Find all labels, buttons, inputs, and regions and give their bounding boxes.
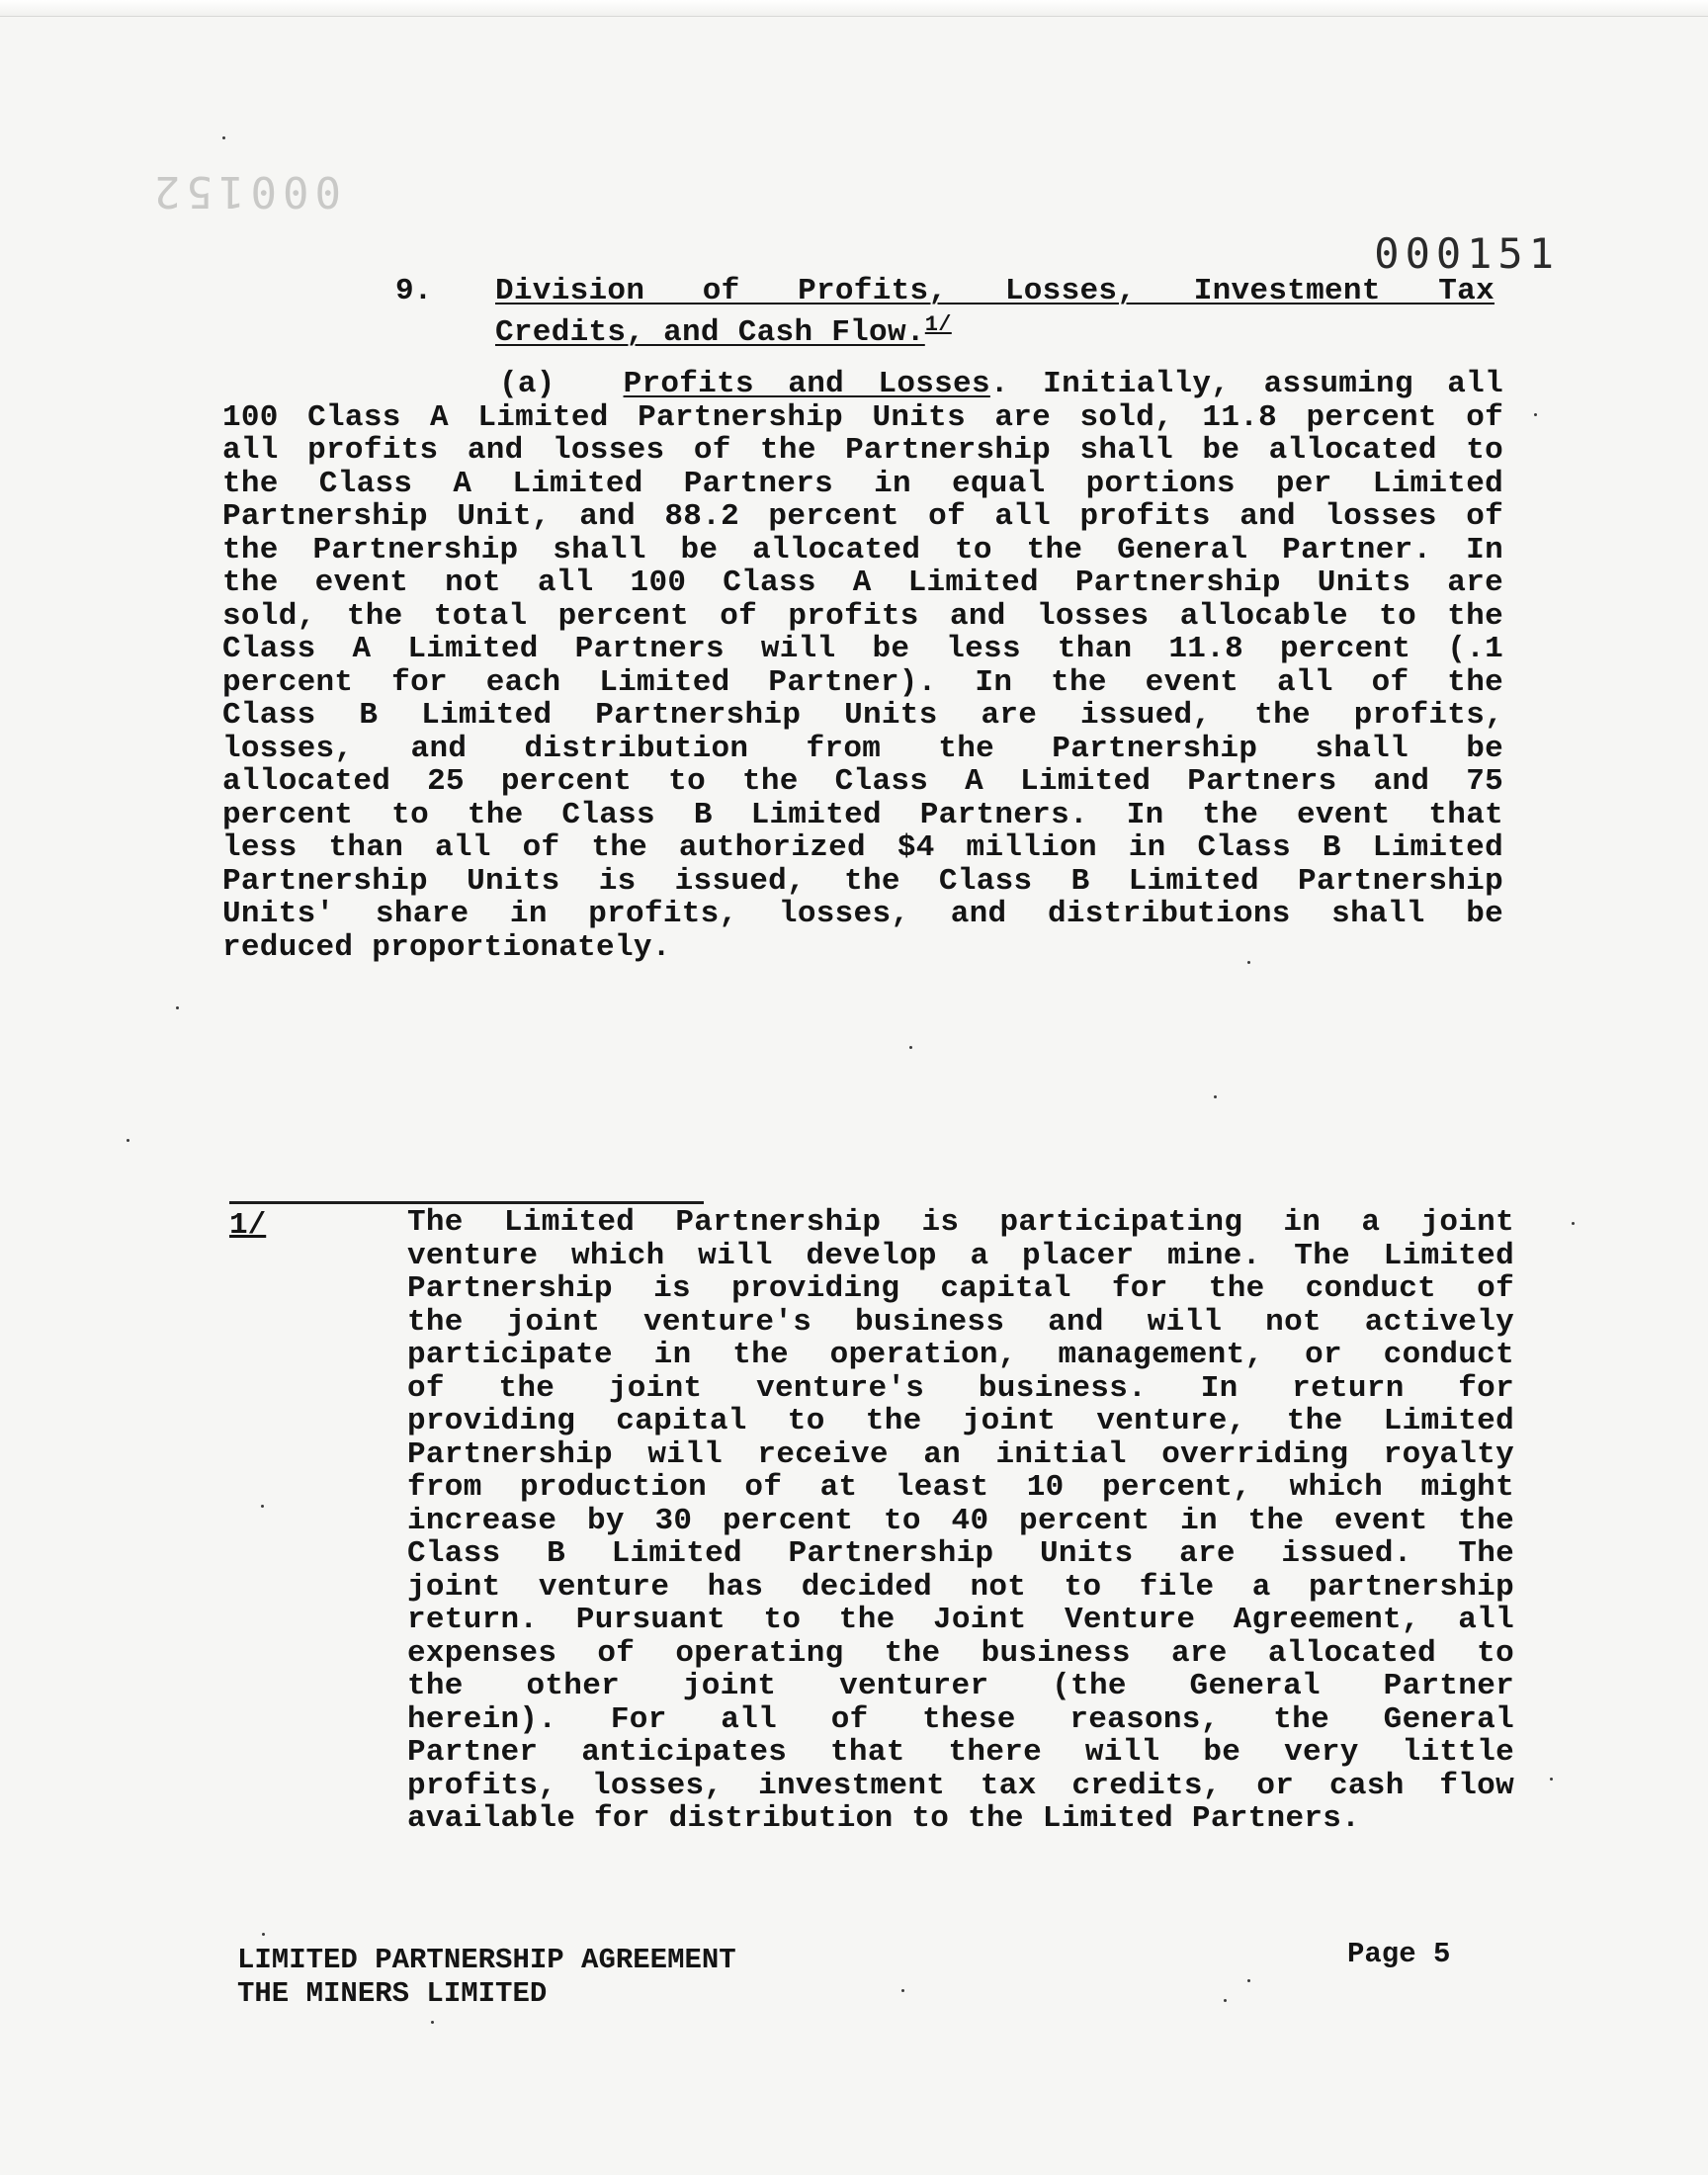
paragraph-line: Class B Limited Partnership Units are issued, the profits, — [222, 698, 1503, 733]
paragraph-line: reduced proportionately. — [222, 929, 671, 965]
scan-speck — [901, 1989, 904, 1992]
footnote-line: Partnership will receive an initial overriding royalty — [407, 1436, 1514, 1472]
scan-speck — [176, 1006, 179, 1009]
scan-speck — [1247, 1979, 1250, 1982]
footnote-line: herein). For all of these reasons, the General — [407, 1701, 1514, 1737]
section-title — [495, 275, 1494, 349]
page-number: Page 5 — [1347, 1938, 1451, 1970]
paragraph-line: Class A Limited Partners will be less than 11.8 percent (.1 — [222, 632, 1503, 666]
footnote-line: participate in the operation, management, or conduct — [407, 1338, 1514, 1372]
paragraph-line: sold, the total percent of profits and losses allocable to the — [222, 598, 1503, 634]
paragraph-line: the Class A Limited Partners in equal portions per Limited — [222, 466, 1503, 501]
scan-speck — [1572, 1222, 1575, 1225]
footnote-line: from production of at least 10 percent, which might — [407, 1470, 1514, 1505]
paragraph-first-line: (a) Profits and Losses. Initially, assuming all — [499, 367, 1503, 401]
footnote-line: Partner anticipates that there will be very little — [407, 1735, 1514, 1770]
footer-partnership-name: THE MINERS LIMITED — [237, 1977, 548, 2010]
footnote-line: The Limited Partnership is participating in a joint — [407, 1205, 1514, 1240]
bates-number: 000151 — [1374, 229, 1560, 278]
paragraph-line: the event not all 100 Class A Limited Partnership Units are — [222, 566, 1503, 600]
paragraph-line: Units' share in profits, losses, and distributions shall be — [222, 897, 1503, 931]
footnote-line: the joint venture's business and will not actively — [407, 1304, 1514, 1340]
footnote-line: return. Pursuant to the Joint Venture Agreement, all — [407, 1603, 1514, 1637]
document-footer-title — [237, 1944, 736, 2011]
footnote-line: increase by 30 percent to 40 percent in the event the — [407, 1503, 1514, 1538]
scan-speck — [261, 1505, 264, 1508]
scan-speck — [262, 1933, 265, 1936]
paragraph-line: all profits and losses of the Partnership shall be allocated to — [222, 433, 1503, 468]
footnote-line: providing capital to the joint venture, the Limited — [407, 1404, 1514, 1438]
scan-speck — [1224, 1999, 1227, 2002]
footnote-line: of the joint venture's business. In return for — [407, 1370, 1514, 1406]
paragraph-line: 100 Class A Limited Partnership Units are sold, 11.8 percent of — [222, 399, 1503, 435]
scan-speck — [1214, 1095, 1217, 1098]
footnote-line: profits, losses, investment tax credits, or cash flow — [407, 1768, 1514, 1803]
footnote-line: expenses of operating the business are allocated to — [407, 1635, 1514, 1671]
footnote-line: Partnership is providing capital for the conduct of — [407, 1271, 1514, 1306]
footnote-line: venture which will develop a placer mine. The Limited — [407, 1238, 1514, 1273]
footnote-line: joint venture has decided not to file a partnership — [407, 1569, 1514, 1605]
footnote-reference: 1/ — [924, 311, 952, 337]
paragraph-heading: Profits and Losses — [623, 367, 990, 401]
footnote-divider — [229, 1201, 704, 1204]
scan-speck — [1534, 413, 1537, 416]
paragraph-line: less than all of the authorized $4 million in Class B Limited — [222, 830, 1503, 865]
section-title-line: Credits, and Cash Flow.$^{1/}$ — [495, 311, 952, 350]
scan-speck — [1247, 961, 1250, 964]
scan-speck — [127, 1139, 129, 1142]
footnote-text — [407, 1206, 1514, 1836]
footnote-marker: 1/ — [229, 1208, 267, 1243]
section-title-line: Division of Profits, Losses, Investment Tax — [495, 274, 1494, 308]
paragraph-line: Partnership Units is issued, the Class B Limited Partnership — [222, 863, 1503, 899]
scan-speck — [431, 2021, 434, 2024]
paragraph-line: losses, and distribution from the Partnership shall be — [222, 731, 1503, 766]
paragraph-line: Partnership Unit, and 88.2 percent of all profits and losses of — [222, 499, 1503, 534]
paragraph-line: percent to the Class B Limited Partners. In the event that — [222, 797, 1503, 832]
paragraph-line: percent for each Limited Partner). In the event all of the — [222, 664, 1503, 700]
bleed-through-bates-number: 000152 — [148, 166, 341, 217]
footer-agreement-title: LIMITED PARTNERSHIP AGREEMENT — [237, 1944, 736, 1976]
paragraph-line: the Partnership shall be allocated to the General Partner. In — [222, 532, 1503, 567]
paragraph-line: allocated 25 percent to the Class A Limited Partners and 75 — [222, 764, 1503, 799]
footnote-line: Class B Limited Partnership Units are issued. The — [407, 1536, 1514, 1571]
section-number: 9. — [395, 274, 433, 308]
footnote-line: the other joint venturer (the General Partner — [407, 1669, 1514, 1703]
paragraph-profits-and-losses — [222, 368, 1503, 964]
page-top-edge — [0, 0, 1708, 17]
footnote-line: available for distribution to the Limited Partners. — [407, 1801, 1361, 1836]
scan-speck — [909, 1046, 912, 1049]
scan-speck — [222, 136, 225, 139]
scan-speck — [1550, 1778, 1553, 1781]
